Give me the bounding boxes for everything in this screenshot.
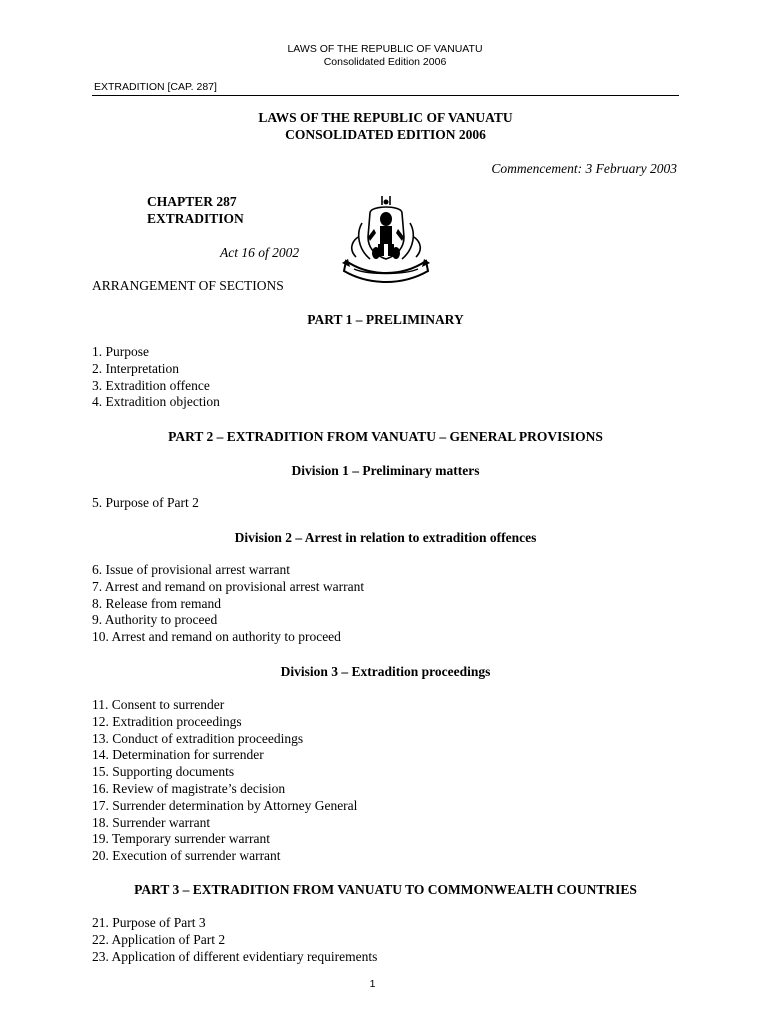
act-reference: Act 16 of 2002 (220, 245, 300, 260)
part2-division2-heading: Division 2 – Arrest in relation to extradition offences (234, 530, 537, 545)
list-item: 10. Arrest and remand on authority to proceed (92, 629, 341, 645)
part1-section-list (92, 344, 220, 411)
part3-heading: PART 3 – EXTRADITION FROM VANUATU TO COMMONWEALTH COUNTRIES (134, 882, 637, 897)
page-number: 1 (369, 978, 376, 990)
arrangement-heading: ARRANGEMENT OF SECTIONS (92, 278, 284, 293)
header-rule (92, 95, 679, 96)
title-line2: CONSOLIDATED EDITION 2006 (285, 127, 486, 142)
list-item: 6. Issue of provisional arrest warrant (92, 562, 290, 577)
list-item: 15. Supporting documents (92, 764, 235, 780)
chapter-name: EXTRADITION (147, 211, 244, 226)
commencement-date: Commencement: 3 February 2003 (491, 161, 677, 176)
list-item: 3. Extradition offence (92, 377, 210, 393)
chapter-number: CHAPTER 287 (147, 194, 237, 209)
list-item: 5. Purpose of Part 2 (92, 495, 199, 510)
list-item: 13. Conduct of extradition proceedings (92, 730, 304, 746)
list-item: 17. Surrender determination by Attorney General (92, 797, 358, 813)
page-header-line1: LAWS OF THE REPUBLIC OF VANUATU (287, 43, 483, 55)
part1-heading: PART 1 – PRELIMINARY (307, 312, 464, 327)
division2-section-list (92, 562, 364, 646)
list-item: 9. Authority to proceed (92, 612, 218, 628)
part3-section-list (92, 915, 377, 965)
part2-heading: PART 2 – EXTRADITION FROM VANUATU – GENERAL PROVISIONS (168, 429, 603, 444)
list-item: 2. Interpretation (92, 360, 179, 376)
list-item: 12. Extradition proceedings (92, 713, 242, 729)
list-item: 4. Extradition objection (92, 394, 220, 410)
division3-section-list (92, 697, 357, 865)
page-header-line2: Consolidated Edition 2006 (323, 56, 447, 68)
division1-section-list (92, 495, 199, 512)
list-item: 1. Purpose (92, 344, 149, 359)
list-item: 21. Purpose of Part 3 (92, 915, 206, 930)
vanuatu-coat-of-arms-icon (340, 193, 432, 285)
list-item: 18. Surrender warrant (92, 814, 211, 830)
list-item: 23. Application of different evidentiary requirements (92, 948, 378, 964)
part2-division1-heading: Division 1 – Preliminary matters (291, 463, 480, 478)
list-item: 16. Review of magistrate’s decision (92, 780, 286, 796)
list-item: 14. Determination for surrender (92, 747, 264, 763)
part2-division3-heading: Division 3 – Extradition proceedings (280, 664, 491, 679)
list-item: 11. Consent to surrender (92, 697, 225, 712)
list-item: 20. Execution of surrender warrant (92, 848, 281, 864)
list-item: 7. Arrest and remand on provisional arrest warrant (92, 578, 365, 594)
list-item: 8. Release from remand (92, 595, 221, 611)
list-item: 19. Temporary surrender warrant (92, 831, 270, 847)
running-head: EXTRADITION [CAP. 287] (94, 81, 217, 93)
list-item: 22. Application of Part 2 (92, 931, 226, 947)
title-line1: LAWS OF THE REPUBLIC OF VANUATU (258, 110, 513, 125)
